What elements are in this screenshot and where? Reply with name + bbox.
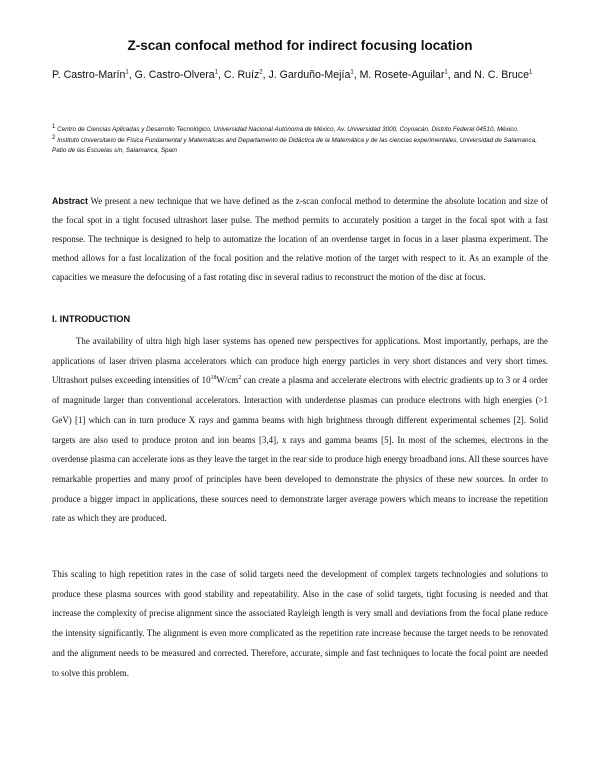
superscript: 18 [210,375,217,382]
author-list [52,68,552,83]
author-affiliation-mark: 1 [528,69,533,76]
section-heading: I. INTRODUCTION [52,314,131,324]
abstract [52,192,548,287]
paragraph-text: W/cm [216,375,239,386]
body-paragraph [52,332,548,529]
paper-title: Z-scan confocal method for indirect focusing location [127,38,473,53]
author-name: , M. Rosete-Aguilar [353,69,445,81]
body-paragraph: This scaling to high repetition rates in the case of solid targets need the development of complex targets technologies and solutions to produce these plasma sources with good stability and repeatability. Also in the case of solid targets, tight focusing is needed and that increase the complexity of precise alignment since the associated Rayleigh length is very small and deviations from the focal plane reduce the intensity significantly. The alignment is even more complicated as the repetition rate increase because the target needs to be renovated and the alignment needs to be measured and corrected. Therefore, accurate, simple and fast techniques to locate the focal point are needed to solve this problem. [52,569,548,678]
author-affiliation-mark: 2 [259,69,263,76]
affiliation-number: 2 [52,134,56,141]
affiliations [52,125,552,157]
abstract-text: We present a new technique that we have defined as the z-scan confocal method to determine the absolute location and size of the focal spot in a tight focused ultrashort laser pulse. The method permits to accurately position a target in the focal spot with a fast response. The technique is designed to help to automatize the location of an overdense target in focus in a laser plasma experiment. The method allows for a fast localization of the focal position and the relative motion of the target with respect to it. As an example of the capacities we measure the defocusing of a fast rotating disc in several radius to reconstruct the motion of the disc at focus. [52,196,548,282]
abstract-label: Abstract [52,196,89,206]
affiliation-1 [52,125,552,136]
author-affiliation-mark: 1 [444,69,448,76]
paragraph-text: The availability of ultra high high laser systems has opened new perspectives for applications. Most importantly, perhaps, are the applications of laser driven plasma accelerators which can produce high energy particles in very short distances and very short times. Ultrashort pulses exceeding intensities of 10 [52,336,548,386]
author-name: , J. Garduño-Mejía [262,69,351,81]
author-affiliation-mark: 1 [125,69,129,76]
affiliation-number: 1 [52,123,56,130]
paragraph-text: can create a plasma and accelerate electrons with electric gradients up to 3 or 4 order of magnitude larger than conventional accelerators. Interaction with underdense plasmas can produce electrons with high energies (>1 GeV) [1] which can in turn produce X rays and gamma beams with high brightness through different experimental schemes [2]. Solid targets are also used to produce proton and ion beams [3,4], x rays and gamma beams [5]. In most of the schemes, electrons in the overdense plasma can accelerate ions as they leave the target in the rear side to produce high energy broadband ions. All these sources have remarkable properties and many proof of principles have been developed to demonstrate the physics of these new sources. In order to produce a bigger impact in applications, these sources need to demonstrate larger average powers which means to increase the repetition rate as which they are produced. [52,375,548,524]
author-name: P. Castro-Marín [52,69,126,81]
author-name: , and N. C. Bruce [447,69,529,81]
author-name: , G. Castro-Olvera [128,69,215,81]
affiliation-text: Centro de Ciencias Aplicadas y Desarrollo Tecnológico, Universidad Nacional Autónoma de México, Av. Universidad 3000, Coyoacán, Distrito Federal 04510, México. [57,126,519,133]
author-name: , C. Ruíz [218,69,260,81]
author-affiliation-mark: 1 [214,69,219,76]
author-affiliation-mark: 1 [350,69,354,76]
affiliation-2 [52,136,552,157]
affiliation-text: Instituto Universitario de Física Fundamental y Matemáticas and Departamento de Didáctica de la Matemática y de las ciencias experimentales, Universidad de Salamanca, Patio de las Escuelas s/n, Salamanca, Spain [52,136,537,154]
superscript: 2 [238,375,242,382]
